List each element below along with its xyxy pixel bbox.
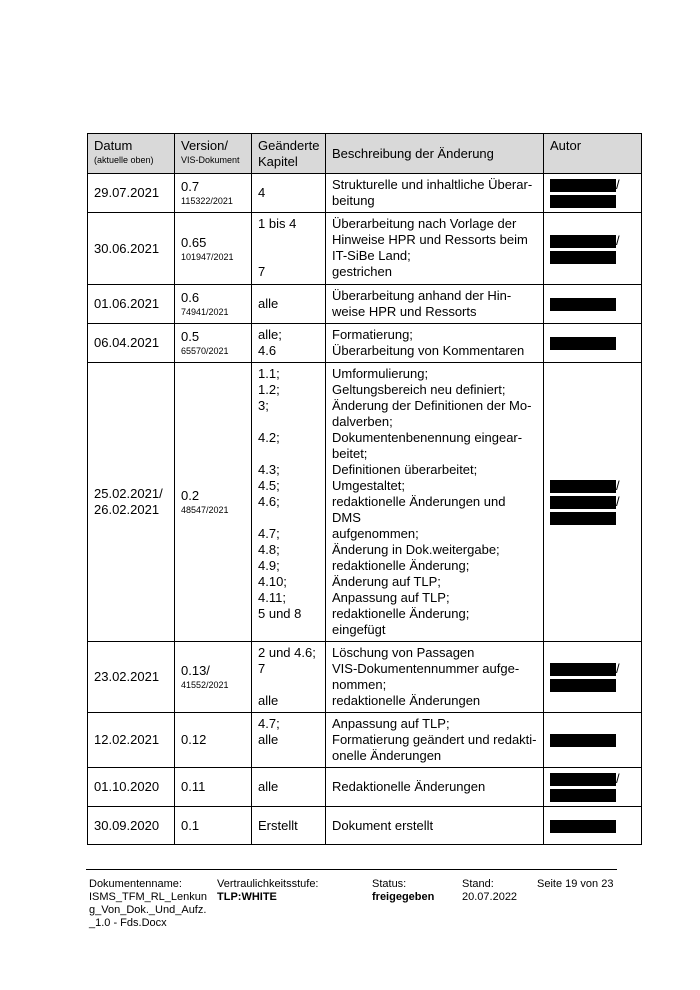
author-line (550, 732, 635, 748)
footer-status: Status: freigegeben (372, 878, 435, 903)
datum-text: 26.02.2021 (94, 502, 160, 517)
beschreibung-text: VIS-Dokumentennummer aufge- (332, 661, 520, 676)
version-text: 0.1 (181, 817, 200, 833)
redaction-bar (550, 512, 616, 525)
author-separator: / (616, 177, 620, 192)
beschreibung-text: Änderung der Definitionen der Mo- (332, 398, 532, 413)
cell-autor (544, 642, 642, 713)
cell-datum (88, 174, 175, 213)
cell-autor (544, 713, 642, 768)
cell-datum (88, 285, 175, 324)
cell-datum (88, 713, 175, 768)
beschreibung-text: nommen; (332, 677, 387, 692)
beschreibung-text: Formatierung geändert und redakti- (332, 732, 537, 747)
change-history-table (87, 133, 642, 845)
datum-text: 23.02.2021 (94, 669, 160, 684)
table-row (88, 768, 642, 807)
version-text: 0.6 (181, 290, 200, 305)
kapitel-text: 1.1; (258, 366, 280, 381)
cell-version (175, 285, 252, 324)
footer-date: Stand: 20.07.2022 (462, 878, 518, 903)
author-line (550, 787, 635, 803)
version-text: 0.7 (181, 179, 200, 194)
datum-text: 01.10.2020 (94, 779, 160, 794)
beschreibung-text: dalverben; (332, 414, 393, 429)
author-line (550, 177, 635, 193)
version-text: 0.11 (181, 779, 206, 794)
redaction-bar (550, 679, 616, 692)
cell-beschreibung (326, 807, 544, 845)
header-beschreibung: Beschreibung der Änderung (326, 134, 544, 174)
beschreibung-text: Formatierung; (332, 327, 413, 342)
cell-version (175, 363, 252, 642)
table-row (88, 807, 642, 845)
author-line (550, 335, 635, 351)
cell-datum (88, 324, 175, 363)
table-row (88, 363, 642, 642)
footer-docname: Dokumentenname: ISMS_TFM_RL_Lenkun g_Von_Dok._Und_Aufz. _1.0 - Fds.Docx (89, 878, 207, 929)
beschreibung-text: Überarbeitung von Kommentaren (332, 343, 525, 358)
cell-autor (544, 213, 642, 285)
kapitel-text: 2 und 4.6; (258, 645, 316, 660)
version-text: 0.65 (181, 234, 207, 250)
beschreibung-text: redaktionelle Änderung; (332, 606, 470, 621)
beschreibung-text: Dokumentenbenennung eingear- (332, 430, 523, 445)
kapitel-text: 4.6 (258, 343, 277, 358)
author-line (550, 233, 635, 249)
footer-classification: Vertraulichkeitsstufe: TLP:WHITE (217, 878, 319, 903)
header-autor: Autor (544, 134, 642, 174)
kapitel-text: Erstellt (258, 817, 298, 833)
cell-kapitel (252, 642, 326, 713)
kapitel-text: 4.5; (258, 478, 280, 493)
datum-text: 06.04.2021 (94, 335, 160, 350)
cell-beschreibung (326, 285, 544, 324)
kapitel-text (258, 510, 319, 526)
beschreibung-text: beitung (332, 193, 375, 208)
cell-beschreibung (326, 642, 544, 713)
version-text: 0.13/ (181, 663, 210, 678)
kapitel-text: alle (258, 779, 279, 794)
author-separator: / (616, 478, 620, 493)
beschreibung-text: Umformulierung; (332, 366, 429, 381)
vis-number: 115322/2021 (181, 196, 233, 206)
table-row (88, 285, 642, 324)
author-line (550, 249, 635, 265)
redaction-bar (550, 496, 616, 509)
cell-beschreibung (326, 174, 544, 213)
beschreibung-text: weise HPR und Ressorts (332, 304, 477, 319)
cell-datum (88, 807, 175, 845)
redaction-bar (550, 789, 616, 802)
beschreibung-text: Geltungsbereich neu definiert; (332, 382, 506, 397)
table-body (88, 174, 642, 845)
beschreibung-text: Dokument erstellt (332, 817, 434, 833)
datum-text: 30.06.2021 (94, 240, 160, 256)
table-row (88, 642, 642, 713)
version-text: 0.2 (181, 488, 200, 503)
beschreibung-text: redaktionelle Änderung; (332, 558, 470, 573)
redaction-bar (550, 820, 616, 833)
kapitel-text: 1.2; (258, 382, 280, 397)
table-header-row (88, 134, 642, 174)
author-line (550, 478, 635, 494)
redaction-bar (550, 298, 616, 311)
beschreibung-text: Überarbeitung anhand der Hin- (332, 288, 512, 303)
beschreibung-text: Hinweise HPR und Ressorts beim (332, 232, 528, 247)
beschreibung-text: redaktionelle Änderungen (332, 693, 481, 708)
redaction-bar (550, 773, 616, 786)
header-kapitel: Geänderte Kapitel (252, 134, 326, 174)
kapitel-text (258, 446, 319, 462)
author-separator: / (616, 232, 620, 248)
cell-version (175, 807, 252, 845)
cell-kapitel (252, 285, 326, 324)
cell-kapitel (252, 174, 326, 213)
cell-autor (544, 807, 642, 845)
version-text: 0.5 (181, 329, 200, 344)
footer-divider (86, 869, 617, 870)
beschreibung-text: Überarbeitung nach Vorlage der (332, 216, 517, 231)
kapitel-text (258, 414, 319, 430)
table-row (88, 174, 642, 213)
cell-autor (544, 285, 642, 324)
beschreibung-text: aufgenommen; (332, 526, 419, 541)
kapitel-text: 4.10; (258, 574, 287, 589)
author-line (550, 771, 635, 787)
beschreibung-text: Löschung von Passagen (332, 645, 475, 660)
header-version: Version/ VIS-Dokument (175, 134, 252, 174)
cell-kapitel (252, 324, 326, 363)
beschreibung-text: onelle Änderungen (332, 748, 442, 763)
kapitel-text: 4.3; (258, 462, 280, 477)
datum-text: 25.02.2021/ (94, 486, 163, 501)
beschreibung-text: Anpassung auf TLP; (332, 716, 450, 731)
kapitel-text: 7 (258, 661, 266, 676)
vis-number: 101947/2021 (181, 251, 234, 262)
author-separator: / (616, 661, 620, 676)
author-line (550, 494, 635, 510)
kapitel-text: alle (258, 732, 279, 747)
table-row (88, 324, 642, 363)
vis-number: 74941/2021 (181, 307, 229, 317)
beschreibung-text: redaktionelle Änderungen und DMS (332, 494, 506, 525)
cell-version (175, 174, 252, 213)
cell-datum (88, 768, 175, 807)
redaction-bar (550, 480, 616, 493)
datum-text: 30.09.2020 (94, 817, 160, 833)
kapitel-text (258, 232, 319, 248)
redaction-bar (550, 251, 616, 264)
beschreibung-text: Redaktionelle Änderungen (332, 779, 486, 794)
vis-number: 41552/2021 (181, 680, 229, 690)
cell-beschreibung (326, 363, 544, 642)
beschreibung-text: eingefügt (332, 622, 386, 637)
redaction-bar (550, 734, 616, 747)
beschreibung-text: Anpassung auf TLP; (332, 590, 450, 605)
author-separator: / (616, 771, 620, 786)
vis-number: 65570/2021 (181, 346, 229, 356)
kapitel-text: 5 und 8 (258, 606, 302, 621)
cell-autor (544, 174, 642, 213)
kapitel-text (258, 248, 319, 264)
kapitel-text: 4.8; (258, 542, 280, 557)
datum-text: 29.07.2021 (94, 185, 160, 200)
cell-kapitel (252, 768, 326, 807)
beschreibung-text: Änderung auf TLP; (332, 574, 441, 589)
cell-beschreibung (326, 213, 544, 285)
redaction-bar (550, 235, 616, 248)
redaction-bar (550, 179, 616, 192)
author-line (550, 296, 635, 312)
kapitel-text: 4.11; (258, 590, 286, 605)
cell-beschreibung (326, 324, 544, 363)
version-text: 0.12 (181, 732, 207, 747)
beschreibung-text: Strukturelle und inhaltliche Überar- (332, 177, 533, 192)
kapitel-text: 4.2; (258, 430, 280, 445)
kapitel-text: 4 (258, 185, 266, 200)
redaction-bar (550, 337, 616, 350)
kapitel-text (258, 677, 319, 693)
cell-version (175, 713, 252, 768)
kapitel-text: 4.6; (258, 494, 280, 509)
author-line (550, 677, 635, 693)
author-separator: / (616, 494, 620, 509)
cell-kapitel (252, 363, 326, 642)
cell-beschreibung (326, 713, 544, 768)
table-row (88, 213, 642, 285)
cell-autor (544, 324, 642, 363)
beschreibung-text: Änderung in Dok.weitergabe; (332, 542, 500, 557)
kapitel-text: 1 bis 4 (258, 216, 297, 231)
beschreibung-text: IT-SiBe Land; (332, 248, 411, 263)
datum-text: 12.02.2021 (94, 732, 160, 747)
kapitel-text: 3; (258, 398, 269, 413)
kapitel-text: alle (258, 296, 279, 311)
cell-autor (544, 363, 642, 642)
cell-datum (88, 363, 175, 642)
cell-kapitel (252, 213, 326, 285)
beschreibung-text: gestrichen (332, 264, 392, 279)
header-datum: Datum (aktuelle oben) (88, 134, 175, 174)
datum-text: 01.06.2021 (94, 296, 160, 311)
cell-version (175, 213, 252, 285)
cell-datum (88, 642, 175, 713)
cell-version (175, 768, 252, 807)
cell-kapitel (252, 807, 326, 845)
beschreibung-text: Definitionen überarbeitet; (332, 462, 478, 477)
kapitel-text: 4.7; (258, 526, 280, 541)
author-line (550, 193, 635, 209)
cell-version (175, 324, 252, 363)
footer-page-number: Seite 19 von 23 (537, 878, 614, 890)
kapitel-text: 4.9; (258, 558, 280, 573)
cell-autor (544, 768, 642, 807)
kapitel-text: 7 (258, 264, 266, 279)
cell-beschreibung (326, 768, 544, 807)
beschreibung-text: Umgestaltet; (332, 478, 405, 493)
kapitel-text: alle; (258, 327, 282, 342)
author-line (550, 818, 635, 834)
redaction-bar (550, 663, 616, 676)
table-row (88, 713, 642, 768)
vis-number: 48547/2021 (181, 505, 229, 515)
kapitel-text: alle (258, 693, 279, 708)
cell-datum (88, 213, 175, 285)
redaction-bar (550, 195, 616, 208)
cell-version (175, 642, 252, 713)
cell-kapitel (252, 713, 326, 768)
author-line (550, 510, 635, 526)
beschreibung-text: beitet; (332, 446, 368, 461)
author-line (550, 661, 635, 677)
kapitel-text: 4.7; (258, 716, 280, 731)
